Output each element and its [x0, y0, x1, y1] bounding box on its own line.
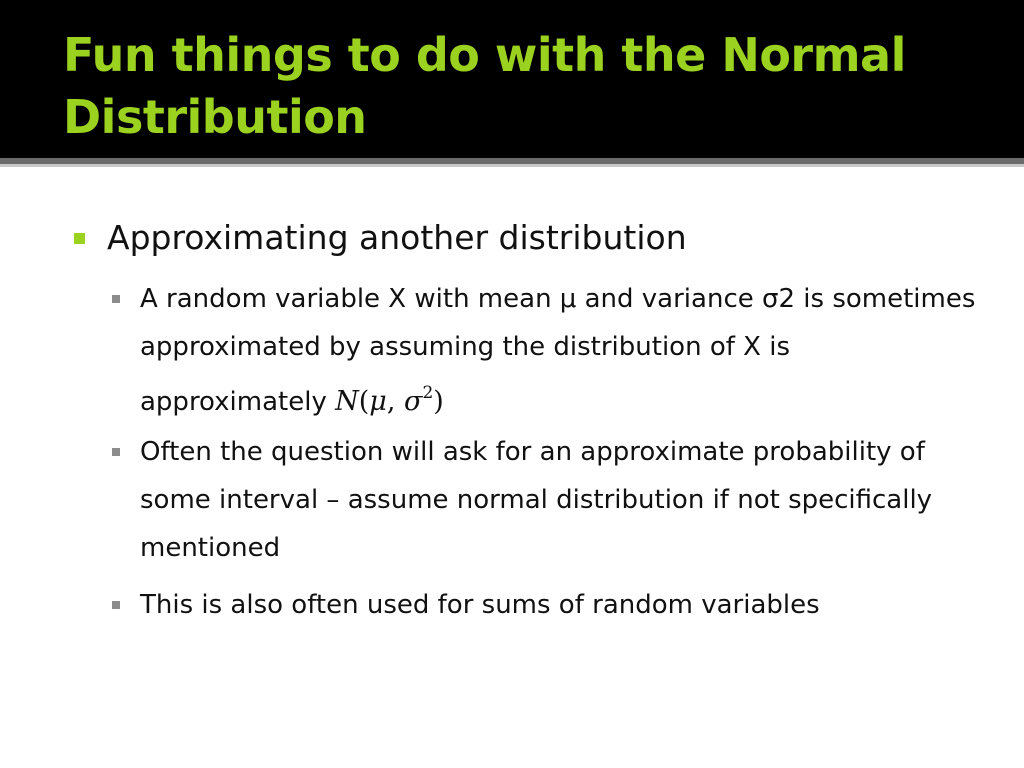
sub-bullet-random-variable-text: A random variable X with mean μ and variance σ2 is sometimes approximated by assuming the distribution of X is approximately — [140, 284, 976, 417]
sub-bullet-often-question: Often the question will ask for an approximate probability of some interval – assume normal distribution if not specifically mentioned — [140, 437, 933, 563]
gray-square-bullet-icon — [112, 601, 120, 609]
green-square-bullet-icon — [74, 233, 85, 244]
bullet-approximating: Approximating another distribution — [107, 218, 687, 257]
formula-name: N — [335, 386, 359, 417]
formula-sigma: σ — [404, 386, 423, 417]
formula-exponent: 2 — [422, 383, 434, 403]
formula-open-paren: ( — [358, 386, 370, 417]
formula-close-paren: ) — [433, 386, 444, 417]
sub-bullet-sums: This is also often used for sums of random variables — [140, 590, 820, 620]
formula-separator: , — [386, 386, 405, 417]
gray-square-bullet-icon — [112, 448, 120, 456]
sub-bullet-random-variable — [140, 275, 980, 426]
formula-mu: μ — [369, 386, 387, 417]
normal-distribution-formula — [335, 383, 444, 417]
slide-title: Fun things to do with the Normal Distribution — [63, 28, 906, 144]
gray-square-bullet-icon — [112, 295, 120, 303]
